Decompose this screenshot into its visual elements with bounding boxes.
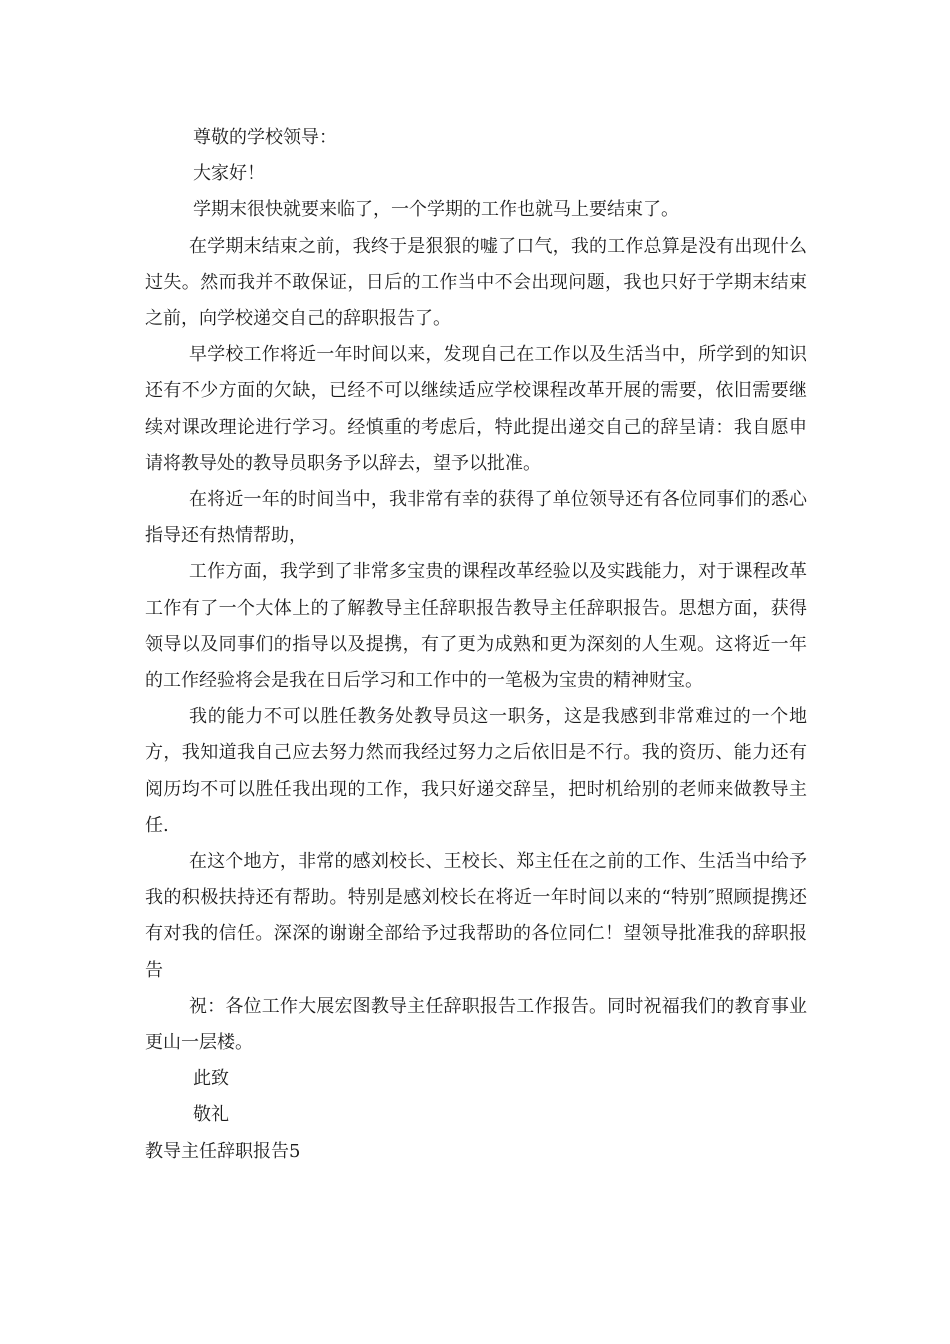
paragraph-5: 工作方面，我学到了非常多宝贵的课程改革经验以及实践能力，对于课程改革工作有了一个大体上的了解教导主任辞职报告教导主任辞职报告。思想方面，获得领导以及同事们的指导以及提携，有了更为成熟和更为深刻的人生观。这将近一年的工作经验将会是我在日后学习和工作中的一笔极为宝贵的精神财宝。 [145, 561, 807, 692]
salutation: 尊敬的学校领导： [193, 127, 337, 148]
greeting: 大家好！ [193, 163, 265, 185]
paragraph-8: 祝：各位工作大展宏图教导主任辞职报告工作报告。同时祝福我们的教育事业更山一层楼。 [145, 995, 807, 1054]
paragraph-4: 在将近一年的时间当中，我非常有幸的获得了单位领导还有各位同事们的悉心指导还有热情帮助， [145, 489, 807, 547]
paragraph-3: 早学校工作将近一年时间以来，发现自己在工作以及生活当中，所学到的知识还有不少方面的欠缺，已经不可以继续适应学校课程改革开展的需要，依旧需要继续对课改理论进行学习。经慎重的考虑后，特此提出递交自己的辞呈请：我自愿申请将教导处的教导员职务予以辞去，望予以批准。 [145, 344, 807, 474]
paragraph-2: 在学期末结束之前，我终于是狠狠的嘘了口气，我的工作总算是没有出现什么过失。然而我并不敢保证，日后的工作当中不会出现问题，我也只好于学期末结束之前，向学校递交自己的辞职报告了。 [145, 235, 807, 330]
closing-jingli: 敬礼 [193, 1104, 229, 1126]
next-section-heading: 教导主任辞职报告5 [145, 1140, 301, 1162]
paragraph-6: 我的能力不可以胜任教务处教导员这一职务，这是我感到非常难过的一个地方，我知道我自己应去努力然而我经过努力之后依旧是不行。我的资历、能力还有阅历均不可以胜任我出现的工作，我只好递交辞呈，把时机给别的老师来做教导主任. [145, 706, 807, 836]
letter-body [145, 120, 807, 1170]
paragraph-1: 学期末很快就要来临了，一个学期的工作也就马上要结束了。 [193, 199, 679, 221]
paragraph-7: 在这个地方，非常的感刘校长、王校长、郑主任在之前的工作、生活当中给予我的积极扶持还有帮助。特别是感刘校长在将近一年时间以来的“特别″照顾提携还有对我的信任。深深的谢谢全部给予过我帮助的各位同仁！望领导批准我的辞职报告 [145, 851, 807, 981]
closing-cizhi: 此致 [193, 1068, 229, 1090]
